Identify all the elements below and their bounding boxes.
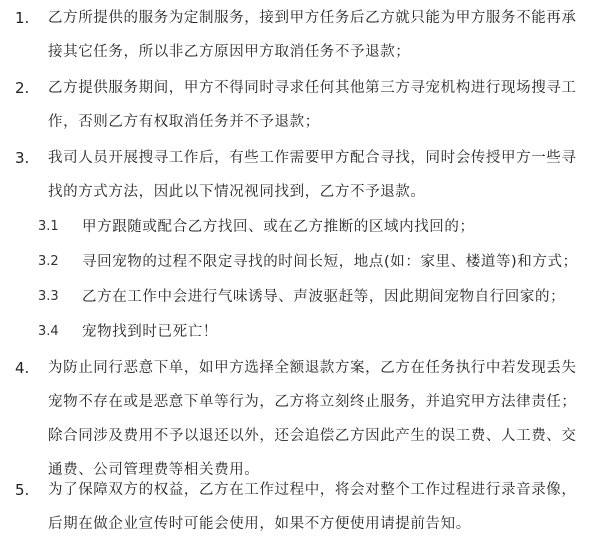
- subclause-number: 3.2: [38, 254, 59, 269]
- subclause-text: 乙方在工作中会进行气味诱导、声波驱赶等，因此期间宠物自行回家的；: [82, 289, 566, 305]
- clause-text-line: 乙方提供服务期间，甲方不得同时寻求任何其他第三方寻宠机构进行现场搜寻工: [48, 80, 577, 96]
- clause-text-line: 作，否则乙方有权取消任务并不予退款；: [48, 114, 320, 130]
- clause-text-line: 宠物不存在或是恶意下单等行为，乙方将立刻终止服务，并追究甲方法律责任；: [48, 394, 577, 410]
- subclause-number: 3.1: [38, 219, 59, 234]
- clause-number: 1.: [15, 9, 30, 27]
- subclause-text: 甲方跟随或配合乙方找回、或在乙方推断的区域内找回的；: [82, 219, 475, 235]
- clause-number: 2.: [15, 79, 30, 97]
- clause-text-line: 通费、公司管理费等相关费用。: [48, 462, 260, 478]
- clause-text-line: 除合同涉及费用不予以退还以外，还会追偿乙方因此产生的误工费、人工费、交: [48, 428, 577, 444]
- clause-text-line: 我司人员开展搜寻工作后，有些工作需要甲方配合寻找，同时会传授甲方一些寻: [48, 150, 577, 166]
- subclause-number: 3.3: [38, 289, 59, 304]
- subclause-number: 3.4: [38, 324, 59, 339]
- clause-text-line: 为防止同行恶意下单，如甲方选择全额退款方案，乙方在任务执行中若发现丢失: [48, 360, 577, 376]
- clause-text-line: 找的方式方法，因此以下情况视同找到，乙方不予退款。: [48, 184, 426, 200]
- clause-number: 4.: [15, 359, 30, 377]
- clause-text-line: 乙方所提供的服务为定制服务，接到甲方任务后乙方就只能为甲方服务不能再承: [48, 10, 577, 26]
- clause-number: 5.: [15, 481, 30, 499]
- clause-text-line: 后期在做企业宣传时可能会使用，如果不方便使用请提前告知。: [48, 516, 471, 532]
- clause-text-line: 为了保障双方的权益，乙方在工作过程中，将会对整个工作过程进行录音录像，: [48, 482, 577, 498]
- clause-text-line: 接其它任务，所以非乙方原因甲方取消任务不予退款；: [48, 44, 411, 60]
- subclause-text: 寻回宠物的过程不限定寻找的时间长短，地点(如：家里、楼道等)和方式；: [82, 254, 578, 270]
- clause-number: 3.: [15, 149, 30, 167]
- subclause-text: 宠物找到时已死亡！: [82, 324, 218, 340]
